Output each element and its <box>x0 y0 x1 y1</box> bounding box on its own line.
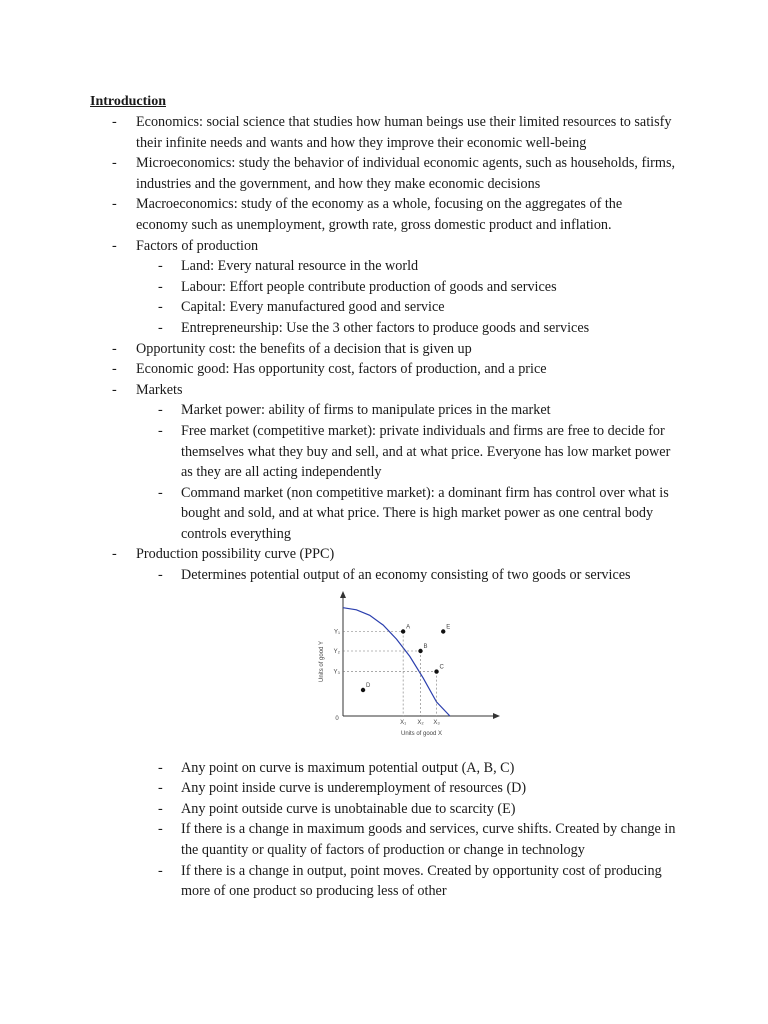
bullet-dash: - <box>158 780 163 797</box>
list-item-text: Production possibility curve (PPC) <box>136 546 335 563</box>
list-item-text: Capital: Every manufactured good and service <box>181 299 445 316</box>
bullet-dash: - <box>112 114 117 130</box>
y-tick-label: Y₁ <box>333 629 340 636</box>
list-item <box>0 194 676 235</box>
bullet-dash: - <box>112 361 117 378</box>
sub-list-item <box>0 483 676 545</box>
list-item-text: Microeconomics: study the behavior of individual economic agents, such as households, firms, industries and the government, and how they make economic decisions <box>136 155 676 192</box>
point-label: B <box>423 643 428 650</box>
list-item-text: Any point outside curve is unobtainable due to scarcity (E) <box>181 800 516 817</box>
list-item <box>0 380 676 401</box>
sub-list-item <box>0 297 676 318</box>
bullet-dash: - <box>112 381 117 398</box>
bullet-dash: - <box>158 319 163 336</box>
x-tick-label: X₂ <box>417 719 424 726</box>
notes-list <box>0 112 768 902</box>
list-item <box>0 112 676 153</box>
data-point-a <box>401 629 405 633</box>
point-label: E <box>446 624 451 631</box>
y-axis-arrow <box>340 591 346 598</box>
bullet-dash: - <box>112 546 117 563</box>
list-item <box>0 339 676 360</box>
bullet-dash: - <box>112 155 117 172</box>
list-item-text: Opportunity cost: the benefits of a decision that is given up <box>136 340 472 357</box>
data-point-d <box>361 687 365 691</box>
list-item-text: Market power: ability of firms to manipulate prices in the market <box>181 402 551 419</box>
sub-list-item <box>0 758 676 779</box>
list-item <box>0 153 676 194</box>
ppc-figure <box>0 586 768 758</box>
bullet-dash: - <box>158 759 163 776</box>
list-item-text: Labour: Effort people contribute production of goods and services <box>181 278 557 295</box>
bullet-dash: - <box>158 299 163 316</box>
sub-list-item <box>0 778 676 799</box>
sub-list-item <box>0 565 676 586</box>
list-item-text: If there is a change in maximum goods and services, curve shifts. Created by change in the quantity or quality of factors of production or change in technology <box>181 821 676 859</box>
list-item-text: If there is a change in output, point moves. Created by opportunity cost of producing more of one product so producing less of other <box>181 862 662 900</box>
list-item-text: Entrepreneurship: Use the 3 other factors to produce goods and services <box>181 319 590 336</box>
list-item-text: Determines potential output of an economy consisting of two goods or services <box>181 567 631 584</box>
bullet-dash: - <box>112 196 117 213</box>
sub-list-item <box>0 400 676 421</box>
y-axis-label: Units of good Y <box>319 640 325 682</box>
list-item-text: Land: Every natural resource in the world <box>181 258 419 275</box>
list-item-text: Any point on curve is maximum potential output (A, B, C) <box>181 759 515 776</box>
sub-list-item <box>0 277 676 298</box>
notes-list-part-2 <box>0 758 768 902</box>
list-item <box>0 544 676 565</box>
origin-label: 0 <box>335 715 339 722</box>
sub-list-item <box>0 819 676 860</box>
bullet-dash: - <box>112 237 117 254</box>
x-tick-label: X₁ <box>400 719 407 726</box>
list-item-text: Free market (competitive market): private individuals and firms are free to decide for themselves what they buy and sell, and at what price. Everyone has low market power as they are all acting independently <box>181 422 671 481</box>
list-item-text: Economics: social science that studies how human beings use their limited resources to satisfy their infinite needs and wants and how they improve their economic well-being <box>136 114 672 151</box>
ppc-chart <box>313 591 503 743</box>
bullet-dash: - <box>158 567 163 584</box>
bullet-dash: - <box>158 402 163 419</box>
bullet-dash: - <box>158 800 163 817</box>
x-axis-arrow <box>493 713 500 719</box>
bullet-dash: - <box>158 821 163 838</box>
bullet-dash: - <box>112 340 117 357</box>
bullet-dash: - <box>158 484 163 501</box>
bullet-dash: - <box>158 258 163 275</box>
bullet-dash: - <box>158 862 163 879</box>
list-item-text: Economic good: Has opportunity cost, factors of production, and a price <box>136 361 547 378</box>
sub-list-item <box>0 318 676 339</box>
x-axis-label: Units of good X <box>400 730 443 737</box>
y-tick-label: Y₂ <box>333 648 340 655</box>
bullet-dash: - <box>158 422 163 439</box>
point-label: A <box>406 624 411 631</box>
list-item-text: Command market (non competitive market): a dominant firm has control over what is bought and sold, and at what price. There is high market power as one central body controls everything <box>181 484 669 542</box>
list-item-text: Any point inside curve is underemployment of resources (D) <box>181 780 527 797</box>
point-label: C <box>439 664 444 671</box>
sub-list-item <box>0 799 676 820</box>
list-item-text: Macroeconomics: study of the economy as a whole, focusing on the aggregates of the economy such as unemployment, growth rate, gross domestic product and inflation. <box>136 196 623 233</box>
sub-list-item <box>0 861 676 902</box>
ppc-curve <box>343 607 450 715</box>
list-item-text: Markets <box>136 381 183 398</box>
list-item-text: Factors of production <box>136 237 259 254</box>
x-tick-label: X₃ <box>433 719 440 726</box>
data-point-b <box>418 648 422 652</box>
bullet-dash: - <box>158 278 163 295</box>
section-heading: Introduction <box>90 94 166 109</box>
data-point-e <box>441 629 445 633</box>
data-point-c <box>434 669 438 673</box>
point-label: D <box>366 682 371 689</box>
sub-list-item <box>0 256 676 277</box>
notes-list-part-1 <box>0 112 768 586</box>
sub-list-item <box>0 421 676 483</box>
list-item <box>0 236 676 257</box>
list-item <box>0 359 676 380</box>
y-tick-label: Y₃ <box>333 669 340 676</box>
